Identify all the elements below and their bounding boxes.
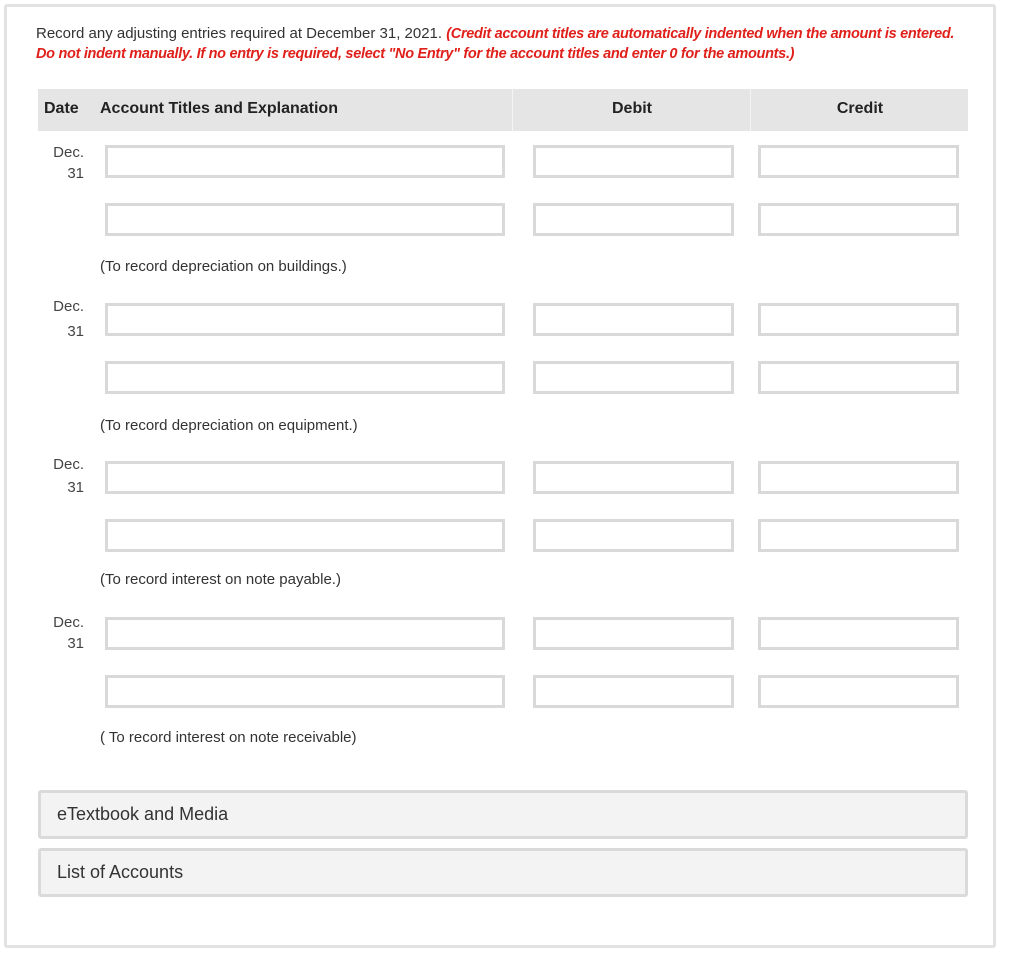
credit-input[interactable] [758,145,959,178]
credit-input[interactable] [758,461,959,494]
entry-date-month: Dec. [53,298,84,315]
header-debit: Debit [512,89,751,131]
entry-date-month: Dec. [53,456,84,473]
entry-date [36,142,84,184]
list-of-accounts-panel[interactable]: List of Accounts [38,848,968,897]
account-title-input[interactable] [105,145,505,178]
debit-input[interactable] [533,361,734,394]
entry-date-month: Dec. [53,614,84,631]
account-title-input[interactable] [105,675,505,708]
debit-input[interactable] [533,617,734,650]
entry-date [36,454,84,498]
credit-input[interactable] [758,303,959,336]
debit-input[interactable] [533,203,734,236]
credit-input[interactable] [758,675,959,708]
entry-date-day: 31 [67,635,84,652]
credit-input[interactable] [758,519,959,552]
debit-input[interactable] [533,461,734,494]
credit-input[interactable] [758,617,959,650]
debit-input[interactable] [533,675,734,708]
table-header [38,89,968,131]
account-title-input[interactable] [105,617,505,650]
account-title-input[interactable] [105,461,505,494]
account-title-input[interactable] [105,303,505,336]
entry-explanation: (To record interest on note payable.) [100,571,341,588]
entry-explanation: (To record depreciation on equipment.) [100,417,358,434]
account-title-input[interactable] [105,519,505,552]
entry-date [36,612,84,654]
header-account-titles: Account Titles and Explanation [100,100,338,117]
credit-input[interactable] [758,361,959,394]
debit-input[interactable] [533,519,734,552]
instructions-text: Record any adjusting entries required at December 31, 2021. [36,25,447,42]
instructions-note: (Credit account titles are automatically indented when the amount is entered. Do not indent manually. If no entry is required, select "No Entry" for the account titles and enter 0 for the amounts.) [36,26,955,62]
header-credit: Credit [750,89,969,131]
debit-input[interactable] [533,303,734,336]
entry-date-day: 31 [67,323,84,340]
entry-date-day: 31 [67,479,84,496]
etextbook-media-panel[interactable]: eTextbook and Media [38,790,968,839]
entry-date-day: 31 [67,165,84,182]
debit-input[interactable] [533,145,734,178]
entry-date [36,296,84,342]
header-date: Date [44,100,79,117]
entry-date-month: Dec. [53,144,84,161]
entry-explanation: ( To record interest on note receivable) [100,729,357,746]
entry-explanation: (To record depreciation on buildings.) [100,258,347,275]
credit-input[interactable] [758,203,959,236]
account-title-input[interactable] [105,203,505,236]
account-title-input[interactable] [105,361,505,394]
instructions [36,24,966,64]
